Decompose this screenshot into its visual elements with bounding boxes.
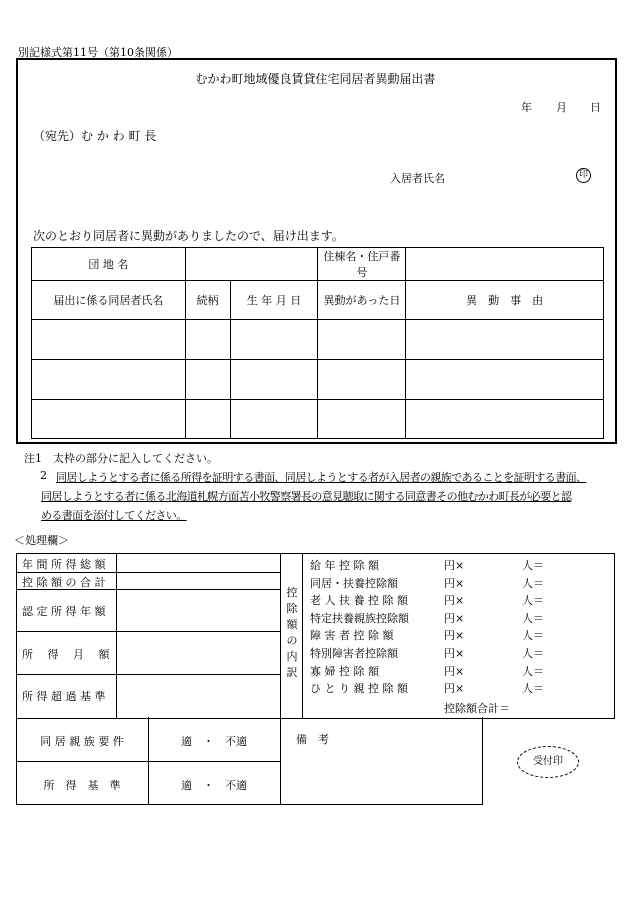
deduction-people: 人＝ (522, 682, 544, 696)
certified-income-label: 認 定 所 得 年 額 (22, 605, 106, 618)
deduction-people: 人＝ (522, 576, 544, 590)
deduction-people: 人＝ (522, 629, 544, 643)
divider (302, 553, 303, 718)
cell-change-date[interactable] (318, 400, 406, 439)
deduction-name: ひ と り 親 控 除 額 (310, 682, 408, 696)
table-row (32, 360, 604, 400)
income-excess-label: 所 得 超 過 基 準 (22, 690, 106, 703)
resident-name-label: 入居者氏名 (390, 172, 445, 185)
deduction-breakdown-vertical-label (284, 585, 300, 681)
cell-relation[interactable] (185, 360, 230, 400)
family-requirement-label: 同 居 親 族 要 件 (40, 735, 124, 748)
note-1: 注1 太枠の部分に記入してください。 (24, 452, 218, 465)
cell-name[interactable] (32, 400, 186, 439)
deduction-list (310, 557, 600, 698)
deduction-people: 人＝ (522, 611, 544, 625)
addressee: （宛先）む か わ 町 長 (33, 129, 157, 143)
deduction-yen: 円× (444, 594, 465, 608)
danchi-label: 団 地 名 (32, 248, 186, 281)
note-2-line3: める書面を添付してください。 (41, 509, 187, 522)
header-reason: 異 動 事 由 (406, 281, 604, 320)
cell-birthdate[interactable] (230, 400, 318, 439)
cell-name[interactable] (32, 360, 186, 400)
building-label: 住棟名・住戸番号 (318, 248, 406, 281)
deduction-name: 老 人 扶 養 控 除 額 (310, 594, 408, 608)
cell-relation[interactable] (185, 320, 230, 360)
deduction-yen: 円× (444, 611, 465, 625)
date-month: 月 (556, 101, 567, 114)
remarks-label: 備 考 (296, 733, 329, 746)
vertical-char: 訳 (286, 666, 298, 679)
divider (16, 631, 281, 632)
vertical-char: 内 (286, 650, 298, 663)
deduction-yen: 円× (444, 559, 465, 572)
income-judgment: 適 ・ 不適 (181, 779, 247, 792)
deduction-people: 人＝ (522, 646, 544, 660)
note-2-number: 2 (40, 469, 47, 482)
header-change-date: 異動があった日 (318, 281, 406, 320)
vertical-char: 控 (286, 586, 298, 599)
family-judgment: 適 ・ 不適 (181, 735, 247, 748)
deduction-yen: 円× (444, 629, 465, 643)
deduction-yen: 円× (444, 646, 465, 660)
deduction-yen: 円× (444, 682, 465, 696)
resident-change-table (31, 247, 604, 439)
list-item (310, 557, 600, 575)
list-item (310, 575, 600, 593)
page-title: むかわ町地域優良賃貸住宅同居者異動届出書 (195, 72, 436, 86)
cell-relation[interactable] (185, 400, 230, 439)
monthly-income-label: 所 得 月 額 (22, 648, 110, 661)
deduction-name: 寡 婦 控 除 額 (310, 664, 379, 678)
cell-reason[interactable] (406, 360, 604, 400)
vertical-char: 額 (286, 618, 298, 631)
date-day: 日 (590, 101, 601, 114)
divider (16, 674, 281, 675)
deduction-yen: 円× (444, 576, 465, 590)
deduction-name: 特別障害者控除額 (310, 646, 398, 660)
cell-reason[interactable] (406, 320, 604, 360)
deduction-yen: 円× (444, 664, 465, 678)
list-item (310, 592, 600, 610)
deduction-people: 人＝ (522, 559, 544, 572)
intro-text: 次のとおり同居者に異動がありましたので、届け出ます。 (33, 229, 344, 243)
list-item (310, 663, 600, 681)
danchi-value[interactable] (185, 248, 318, 281)
building-value[interactable] (406, 248, 604, 281)
cell-birthdate[interactable] (230, 320, 318, 360)
divider (280, 553, 281, 718)
deduction-total-label: 控 除 額 の 合 計 (22, 576, 106, 589)
divider (116, 553, 117, 718)
income-standard-label: 所 得 基 準 (43, 779, 121, 792)
deduction-people: 人＝ (522, 664, 544, 678)
header-relation: 続柄 (185, 281, 230, 320)
processing-section-title: ＜処理欄＞ (14, 534, 69, 547)
reception-stamp: 受付印 (517, 746, 579, 778)
cell-change-date[interactable] (318, 320, 406, 360)
table-row (32, 320, 604, 360)
list-item (310, 627, 600, 645)
cell-birthdate[interactable] (230, 360, 318, 400)
list-item (310, 645, 600, 663)
table-row (32, 400, 604, 439)
vertical-char: の (286, 634, 298, 647)
deduction-grand-total: 控除額合計＝ (444, 702, 510, 715)
cell-change-date[interactable] (318, 360, 406, 400)
note-2-line1: 同居しようとする者に係る所得を証明する書面、同居しようとする者が入居者の親族であることを証明する書面、 (56, 471, 587, 484)
seal-icon: 印 (576, 168, 591, 183)
deduction-name: 給 年 控 除 額 (310, 559, 379, 572)
header-birthdate: 生 年 月 日 (230, 281, 318, 320)
deduction-name: 障 害 者 控 除 額 (310, 629, 394, 643)
divider (16, 761, 281, 762)
annual-income-label: 年 間 所 得 総 額 (22, 558, 106, 571)
date-year: 年 (521, 101, 532, 114)
note-2-line2: 同居しようとする者に係る北海道札幌方面苫小牧警察署長の意見聴取に関する同意書その他むかわ町長が必要と認 (41, 490, 572, 503)
header-name: 届出に係る同居者氏名 (32, 281, 186, 320)
cell-reason[interactable] (406, 400, 604, 439)
deduction-name: 特定扶養親族控除額 (310, 611, 409, 625)
deduction-people: 人＝ (522, 594, 544, 608)
list-item (310, 680, 600, 698)
deduction-name: 同居・扶養控除額 (310, 576, 398, 590)
cell-name[interactable] (32, 320, 186, 360)
form-number: 別記様式第11号（第10条関係） (18, 46, 178, 59)
vertical-char: 除 (286, 602, 298, 615)
list-item (310, 610, 600, 628)
divider (16, 572, 281, 573)
